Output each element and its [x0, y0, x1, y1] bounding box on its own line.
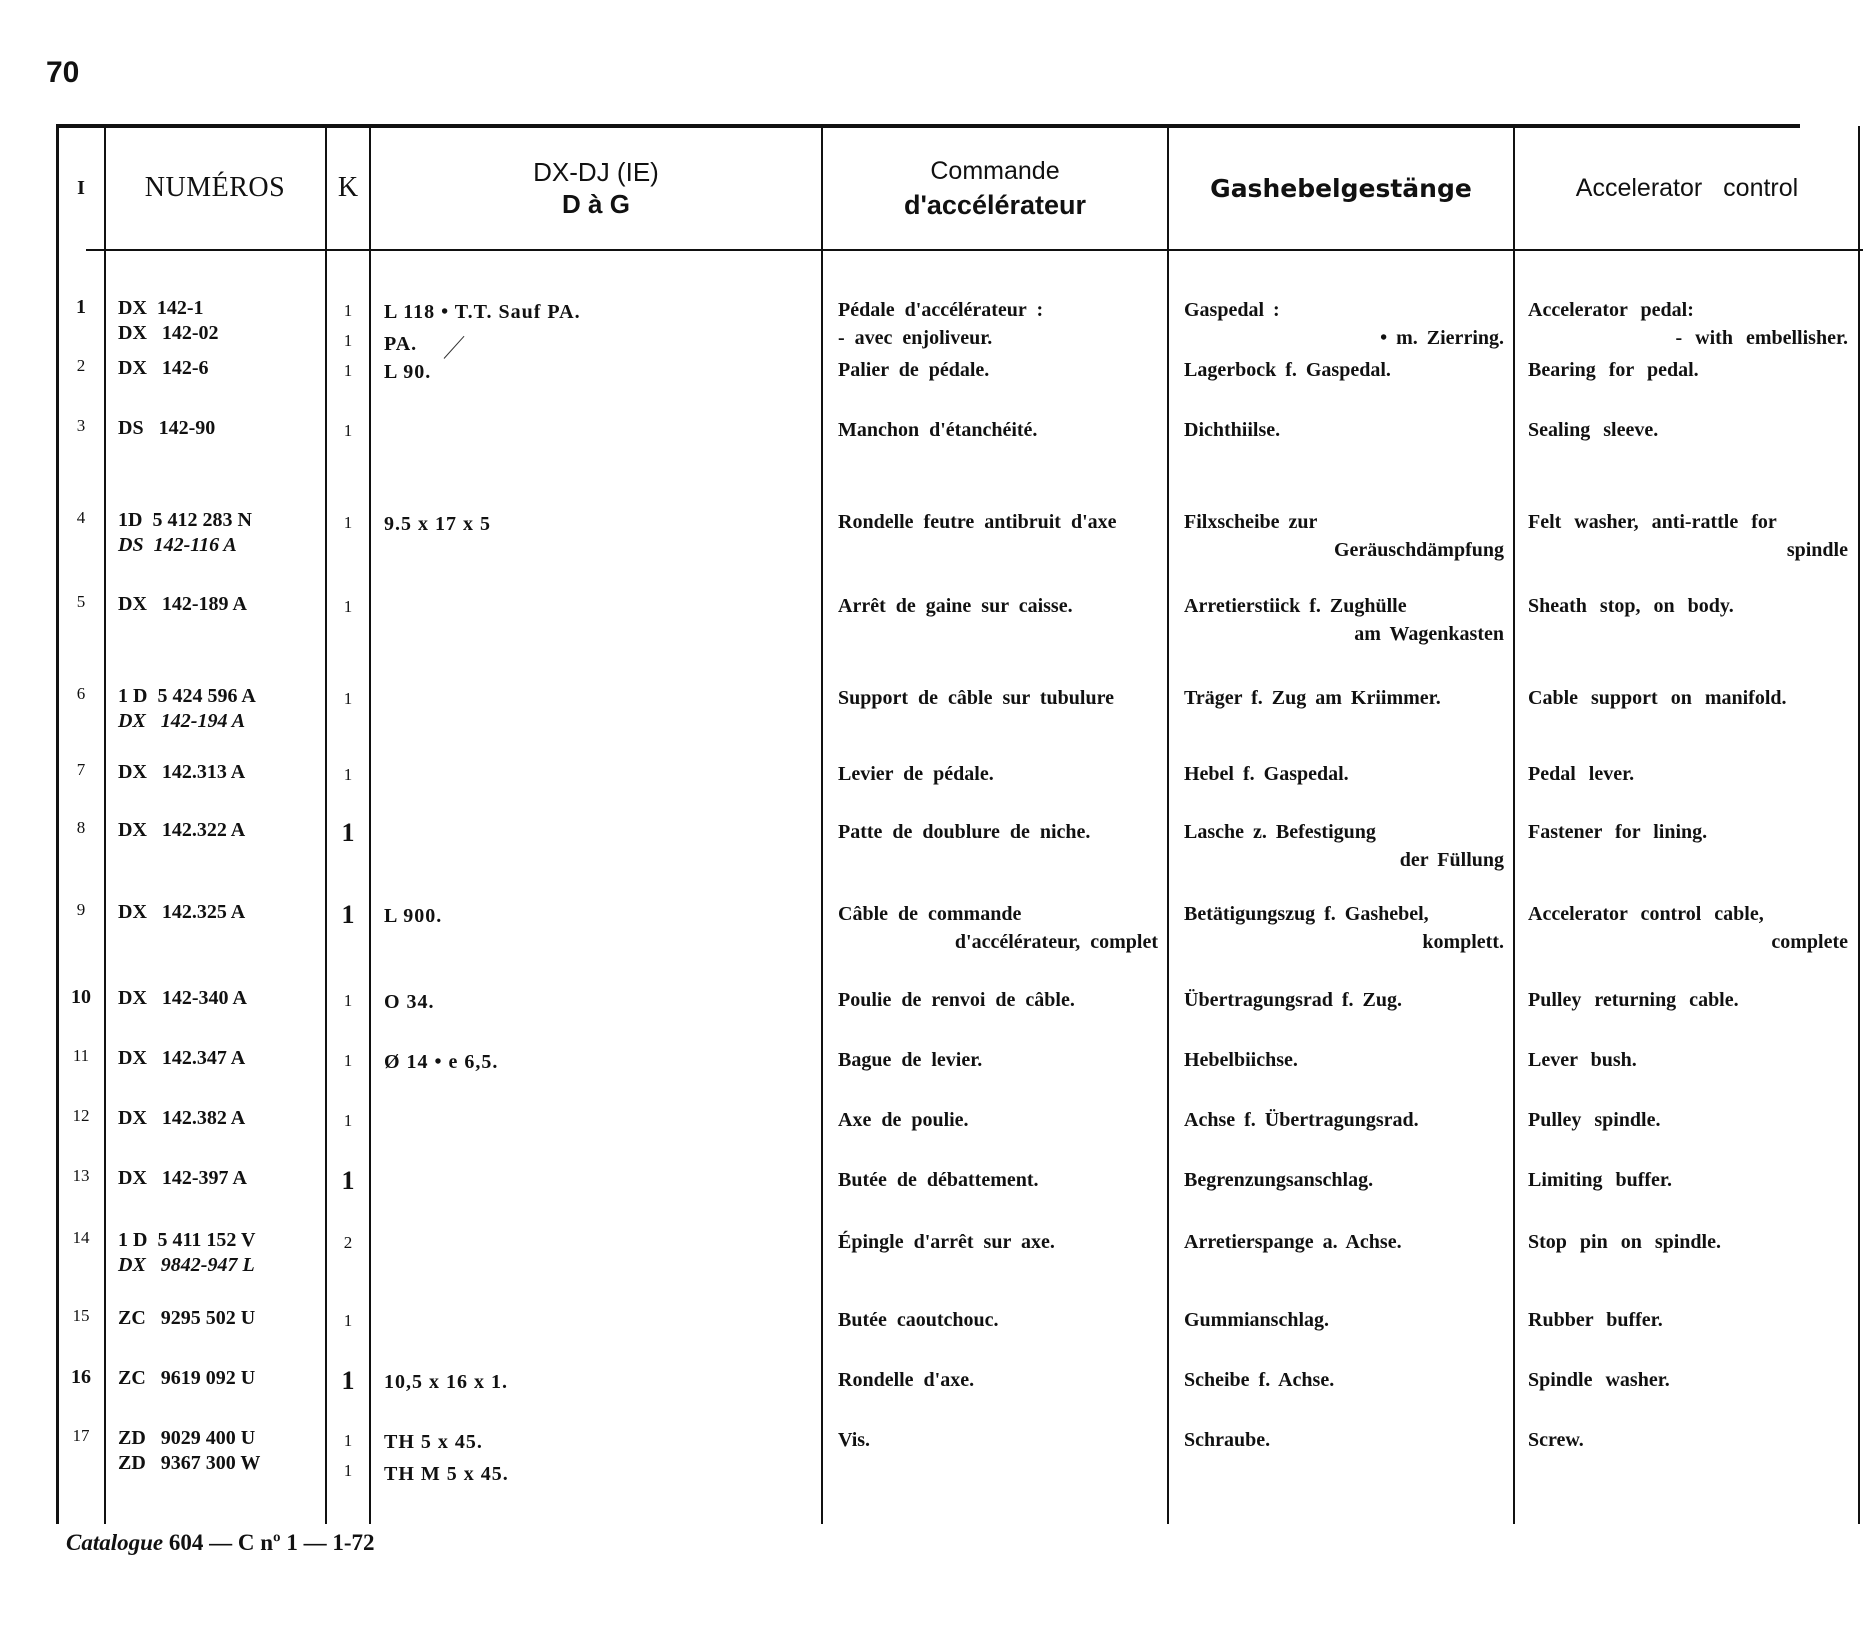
description-german-line: Gaspedal :: [1184, 299, 1280, 321]
description-english-line: Felt washer, anti-rattle for: [1528, 511, 1777, 533]
col-divider-5: [1167, 126, 1169, 1524]
description-french: [838, 1306, 1158, 1334]
description-english-line: Accelerator control cable,: [1528, 903, 1764, 925]
description-english: [1528, 1306, 1848, 1334]
description-german: [1184, 356, 1504, 384]
quantity: [326, 1166, 370, 1196]
quantity: [326, 900, 370, 930]
description-german: [1184, 296, 1504, 352]
description-english: [1528, 1426, 1848, 1454]
description-german: [1184, 1228, 1504, 1256]
part-number: DS 142-116 A: [118, 534, 237, 556]
footer-catalogue: [66, 1530, 375, 1556]
quantity-value: 1: [343, 1461, 353, 1480]
description-english-line: Spindle washer.: [1528, 1369, 1670, 1391]
description-french-line: Bague de levier.: [838, 1049, 983, 1071]
quantity-value: 1: [341, 818, 355, 847]
row-index: 10: [71, 986, 91, 1008]
description-french: [838, 1106, 1158, 1134]
description-french: [838, 684, 1158, 712]
description-french: [838, 760, 1158, 788]
col-divider-4: [821, 126, 823, 1524]
description-english-line: Limiting buffer.: [1528, 1169, 1672, 1191]
header-model: [370, 128, 822, 248]
part-number: ZC 9619 092 U: [118, 1367, 256, 1389]
part-numbers: [118, 296, 323, 346]
part-number: 1 D 5 424 596 A: [118, 685, 256, 707]
description-english: [1528, 296, 1848, 352]
description-english: [1528, 684, 1848, 712]
description-english: [1528, 1366, 1848, 1394]
model-note: [384, 1046, 814, 1078]
description-french-line: Levier de pédale.: [838, 763, 994, 785]
quantity-value: 1: [343, 1431, 353, 1450]
model-note: [384, 508, 814, 540]
quantity: [326, 356, 370, 386]
quantity-value: 1: [343, 1051, 353, 1070]
description-german: [1184, 818, 1504, 874]
description-french-line: Poulie de renvoi de câble.: [838, 989, 1075, 1011]
quantity-value: 1: [343, 991, 353, 1010]
description-german-line: Arretierstiick f. Zughülle: [1184, 595, 1407, 617]
footer-catalogue-word: Catalogue: [66, 1530, 164, 1555]
description-french: [838, 1228, 1158, 1256]
description-french-line: Vis.: [838, 1429, 871, 1451]
row-index: 8: [76, 818, 86, 837]
description-english-line: - with embellisher.: [1675, 327, 1848, 349]
part-numbers: [118, 900, 323, 925]
description-english: [1528, 1228, 1848, 1256]
description-french-line: Patte de doublure de niche.: [838, 821, 1091, 843]
part-number: DS 142-90: [118, 417, 216, 439]
description-german-line: Hebelbiichse.: [1184, 1049, 1298, 1071]
quantity: [326, 1046, 370, 1076]
quantity: [326, 1228, 370, 1258]
model-note-line: TH M 5 x 45.: [384, 1463, 509, 1485]
part-number: ZC 9295 502 U: [118, 1307, 256, 1329]
model-note-line: O 34.: [384, 991, 435, 1013]
model-note-line: Ø 14 • e 6,5.: [384, 1051, 499, 1073]
description-french-line: Butée de débattement.: [838, 1169, 1039, 1191]
description-english-line: complete: [1771, 931, 1848, 953]
description-french-line: Butée caoutchouc.: [838, 1309, 999, 1331]
description-english-line: Sheath stop, on body.: [1528, 595, 1734, 617]
description-french-line: Rondelle feutre antibruit d'axe: [838, 511, 1117, 533]
description-english-line: Rubber buffer.: [1528, 1309, 1663, 1331]
model-note: [384, 1426, 814, 1490]
quantity-value: 1: [341, 1366, 355, 1395]
row-index: 4: [76, 508, 86, 527]
description-french-line: Épingle d'arrêt sur axe.: [838, 1231, 1055, 1253]
description-english: [1528, 1166, 1848, 1194]
description-german-line: Geräuschdämpfung: [1333, 539, 1504, 561]
description-english: [1528, 986, 1848, 1014]
model-note-line: L 118 • T.T. Sauf PA.: [384, 301, 581, 323]
part-number: DX 142.325 A: [118, 901, 246, 923]
header-bottom-rule: [86, 249, 1863, 251]
part-number: DX 142.382 A: [118, 1107, 246, 1129]
description-german-line: • m. Zierring.: [1380, 327, 1504, 349]
model-note: [384, 900, 814, 932]
model-note-line: 9.5 x 17 x 5: [384, 513, 491, 535]
part-number: ZD 9367 300 W: [118, 1452, 261, 1474]
description-german-line: Betätigungszug f. Gashebel,: [1184, 903, 1429, 925]
part-numbers: [118, 1366, 323, 1391]
description-german-line: Achse f. Übertragungsrad.: [1184, 1109, 1419, 1131]
description-english-line: Sealing sleeve.: [1528, 419, 1659, 441]
part-number: DX 142-6: [118, 357, 209, 379]
description-german: [1184, 1106, 1504, 1134]
part-number: DX 142-340 A: [118, 987, 247, 1009]
description-english-line: Accelerator pedal:: [1528, 299, 1694, 321]
description-english: [1528, 818, 1848, 846]
description-german-line: Hebel f. Gaspedal.: [1184, 763, 1349, 785]
description-german: [1184, 760, 1504, 788]
header-index: I: [77, 176, 85, 199]
description-english-line: Fastener for lining.: [1528, 821, 1708, 843]
model-note-line: 10,5 x 16 x 1.: [384, 1371, 508, 1393]
quantity: [326, 592, 370, 622]
description-german-line: am Wagenkasten: [1354, 623, 1504, 645]
part-number: DX 142-02: [118, 322, 219, 344]
description-german-line: Schraube.: [1184, 1429, 1271, 1451]
part-numbers: [118, 1426, 323, 1476]
quantity: [326, 1426, 370, 1486]
quantity-value: 1: [343, 301, 353, 320]
part-numbers: [118, 416, 323, 441]
part-numbers: [118, 592, 323, 617]
description-german-line: Träger f. Zug am Kriimmer.: [1184, 687, 1441, 709]
header-german: Gashebelgestänge: [1210, 173, 1472, 203]
description-english-line: Bearing for pedal.: [1528, 359, 1699, 381]
part-numbers: [118, 986, 323, 1011]
description-french: [838, 1166, 1158, 1194]
quantity: [326, 760, 370, 790]
quantity: [326, 818, 370, 848]
part-number: DX 142.347 A: [118, 1047, 246, 1069]
quantity-value: 2: [343, 1233, 353, 1252]
part-number: DX 142.322 A: [118, 819, 246, 841]
header-numeros: NUMÉROS: [144, 172, 286, 203]
description-german: [1184, 1366, 1504, 1394]
part-numbers: [118, 1306, 323, 1331]
page-number: 70: [46, 56, 80, 89]
model-note: [384, 1366, 814, 1398]
row-index: 5: [76, 592, 86, 611]
description-german: [1184, 508, 1504, 564]
description-french-line: Axe de poulie.: [838, 1109, 969, 1131]
row-index: 11: [72, 1046, 90, 1065]
quantity-value: 1: [341, 900, 355, 929]
description-english-line: Cable support on manifold.: [1528, 687, 1787, 709]
header-french-line2: d'accélérateur: [903, 190, 1087, 220]
quantity-value: 1: [343, 597, 353, 616]
part-numbers: [118, 760, 323, 785]
col-divider-1: [104, 126, 106, 1524]
row-index: 2: [76, 356, 86, 375]
description-english-line: Pedal lever.: [1528, 763, 1635, 785]
part-numbers: [118, 1166, 323, 1191]
description-french: [838, 1046, 1158, 1074]
description-french-line: Support de câble sur tubulure: [838, 687, 1114, 709]
description-german: [1184, 1306, 1504, 1334]
description-english: [1528, 900, 1848, 956]
description-german: [1184, 1046, 1504, 1074]
description-french: [838, 818, 1158, 846]
description-french-line: d'accélérateur, complet: [954, 931, 1158, 953]
row-index: 16: [71, 1366, 91, 1388]
quantity-value: 1: [343, 361, 353, 380]
description-english-line: spindle: [1786, 539, 1848, 561]
part-numbers: [118, 818, 323, 843]
description-english: [1528, 760, 1848, 788]
row-index: 6: [76, 684, 86, 703]
description-english-line: Pulley spindle.: [1528, 1109, 1661, 1131]
model-note: [384, 356, 814, 388]
description-german: [1184, 1166, 1504, 1194]
description-english: [1528, 1106, 1848, 1134]
quantity-value: 1: [343, 513, 353, 532]
model-note-line: PA.: [384, 333, 418, 355]
quantity-value: 1: [343, 331, 353, 350]
description-french-line: Pédale d'accélérateur :: [838, 299, 1044, 321]
quantity: [326, 296, 370, 356]
part-numbers: [118, 508, 323, 558]
header-french-line1: Commande: [930, 157, 1060, 185]
col-divider-6: [1513, 126, 1515, 1524]
row-index: 15: [72, 1306, 90, 1325]
description-german-line: der Füllung: [1399, 849, 1504, 871]
header-model-line2: D à G: [562, 189, 630, 219]
description-german-line: Lagerbock f. Gaspedal.: [1184, 359, 1391, 381]
description-german-line: Gummianschlag.: [1184, 1309, 1330, 1331]
right-border: [1858, 126, 1860, 1524]
part-number: DX 142-194 A: [118, 710, 246, 732]
model-note: [384, 296, 814, 360]
quantity-value: 1: [343, 689, 353, 708]
part-number: DX 142-1: [118, 297, 204, 319]
description-english: [1528, 508, 1848, 564]
footer-catalogue-ref: 604 — C nº 1 — 1-72: [168, 1530, 375, 1555]
description-french-line: Manchon d'étanchéité.: [838, 419, 1038, 441]
quantity-value: 1: [343, 1311, 353, 1330]
description-french: [838, 900, 1158, 956]
quantity: [326, 986, 370, 1016]
description-german: [1184, 416, 1504, 444]
row-index: 3: [76, 416, 86, 435]
row-index: 12: [72, 1106, 90, 1125]
description-german-line: Begrenzungsanschlag.: [1184, 1169, 1374, 1191]
part-numbers: [118, 1228, 323, 1278]
row-index: 17: [72, 1426, 90, 1445]
model-note-line: TH 5 x 45.: [384, 1431, 483, 1453]
description-english: [1528, 1046, 1848, 1074]
part-number: DX 142-397 A: [118, 1167, 247, 1189]
row-index: 7: [76, 760, 86, 779]
description-english-line: Lever bush.: [1528, 1049, 1637, 1071]
description-english: [1528, 592, 1848, 620]
description-french-line: Arrêt de gaine sur caisse.: [838, 595, 1073, 617]
quantity-value: 1: [343, 421, 353, 440]
description-german-line: komplett.: [1422, 931, 1504, 953]
description-german: [1184, 1426, 1504, 1454]
quantity: [326, 1106, 370, 1136]
part-numbers: [118, 1046, 323, 1071]
description-french: [838, 296, 1158, 352]
description-german: [1184, 900, 1504, 956]
row-index: 14: [72, 1228, 90, 1247]
row-index: 13: [72, 1166, 90, 1185]
description-french: [838, 1366, 1158, 1394]
part-number: 1D 5 412 283 N: [118, 509, 252, 531]
quantity: [326, 416, 370, 446]
part-number: 1 D 5 411 152 V: [118, 1229, 256, 1251]
description-german-line: Scheibe f. Achse.: [1184, 1369, 1335, 1391]
part-numbers: [118, 356, 323, 381]
quantity: [326, 1306, 370, 1336]
description-french-line: Palier de pédale.: [838, 359, 990, 381]
model-note: [384, 986, 814, 1018]
quantity-value: 1: [343, 765, 353, 784]
part-numbers: [118, 1106, 323, 1131]
header-model-line1: DX-DJ (IE): [533, 157, 659, 187]
description-german-line: Arretierspange a. Achse.: [1184, 1231, 1402, 1253]
description-french-line: - avec enjoliveur.: [838, 327, 993, 349]
description-german: [1184, 684, 1504, 712]
description-english: [1528, 356, 1848, 384]
description-german-line: Übertragungsrad f. Zug.: [1184, 989, 1403, 1011]
part-number: ZD 9029 400 U: [118, 1427, 256, 1449]
description-german-line: Filxscheibe zur: [1184, 511, 1318, 533]
description-german-line: Lasche z. Befestigung: [1184, 821, 1376, 843]
description-german-line: Dichthiilse.: [1184, 419, 1281, 441]
quantity: [326, 508, 370, 538]
description-english-line: Screw.: [1528, 1429, 1584, 1451]
description-french: [838, 986, 1158, 1014]
part-number: DX 9842-947 L: [118, 1254, 255, 1276]
header-english: Accelerator control: [1575, 173, 1799, 202]
row-index: 9: [76, 900, 86, 919]
header-k: K: [337, 172, 359, 203]
description-english: [1528, 416, 1848, 444]
quantity-value: 1: [343, 1111, 353, 1130]
description-german: [1184, 986, 1504, 1014]
description-english-line: Stop pin on spindle.: [1528, 1231, 1721, 1253]
quantity: [326, 684, 370, 714]
part-number: DX 142.313 A: [118, 761, 246, 783]
description-french: [838, 592, 1158, 620]
quantity-value: 1: [341, 1166, 355, 1195]
row-index: 1: [76, 296, 86, 318]
description-french-line: Câble de commande: [838, 903, 1022, 925]
description-french: [838, 416, 1158, 444]
part-numbers: [118, 684, 323, 734]
model-note-line: L 90.: [384, 361, 432, 383]
description-french: [838, 508, 1158, 536]
description-french: [838, 1426, 1158, 1454]
description-english-line: Pulley returning cable.: [1528, 989, 1739, 1011]
description-french: [838, 356, 1158, 384]
quantity: [326, 1366, 370, 1396]
part-number: DX 142-189 A: [118, 593, 247, 615]
header-french: [822, 128, 1168, 248]
description-german: [1184, 592, 1504, 648]
model-note-line: L 900.: [384, 905, 443, 927]
description-french-line: Rondelle d'axe.: [838, 1369, 975, 1391]
